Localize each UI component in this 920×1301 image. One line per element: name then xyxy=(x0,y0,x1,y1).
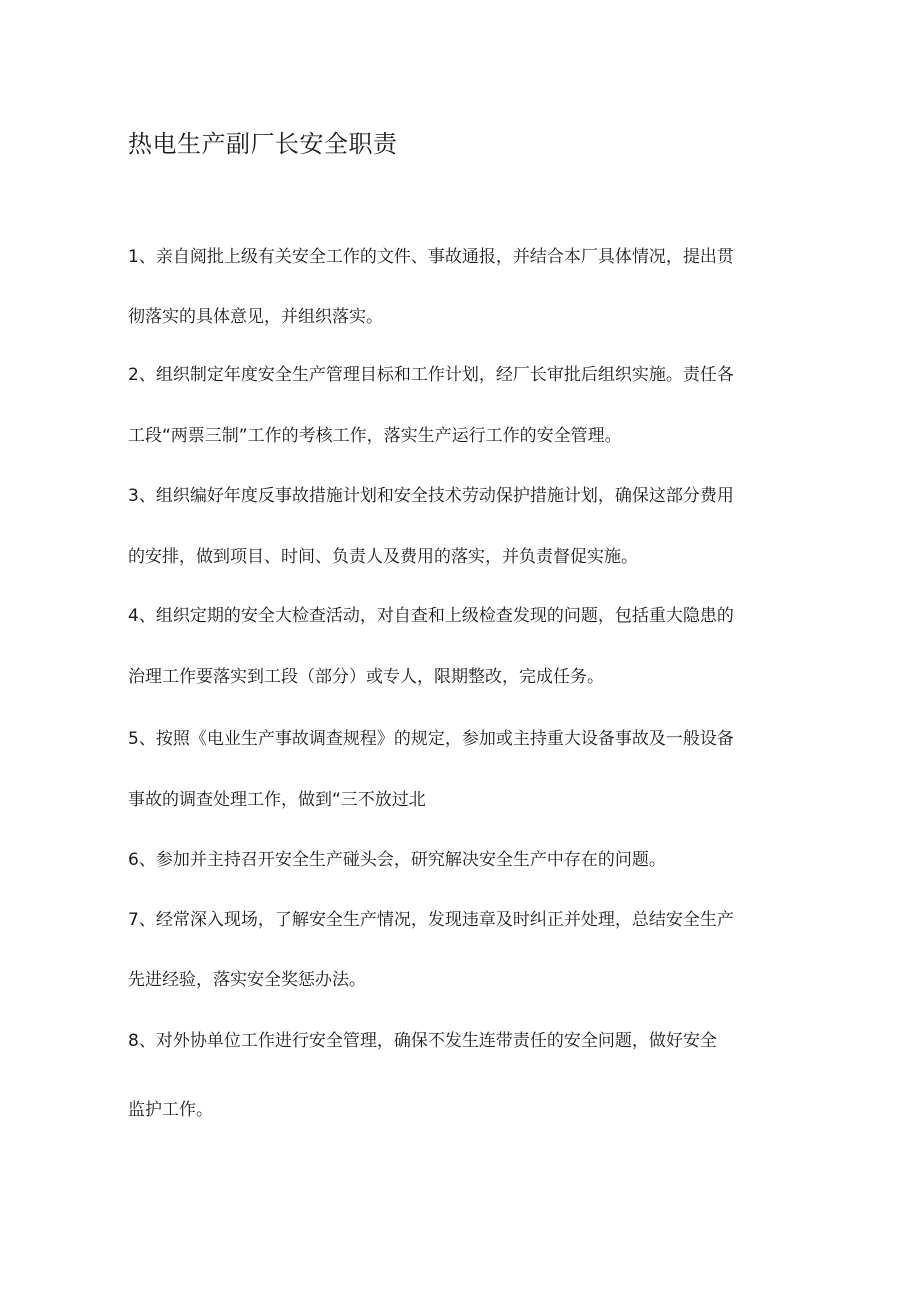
paragraph-3-line-2: 的安排，做到项目、时间、负责人及费用的落实，并负责督促实施。 xyxy=(128,547,638,567)
paragraph-5-line-2: 事故的调查处理工作，做到“三不放过北 xyxy=(128,790,426,810)
paragraph-4-line-1: 4、组织定期的安全大检查活动，对自查和上级检查发现的问题，包括重大隐患的 xyxy=(128,606,734,626)
paragraph-1-line-1: 1、亲自阅批上级有关安全工作的文件、事故通报，并结合本厂具体情况，提出贯 xyxy=(128,247,734,267)
paragraph-7-line-1: 7、经常深入现场，了解安全生产情况，发现违章及时纠正并处理，总结安全生产 xyxy=(128,910,734,930)
paragraph-1-line-2: 彻落实的具体意见，并组织落实。 xyxy=(128,307,383,327)
paragraph-5-line-1: 5、按照《电业生产事故调查规程》的规定，参加或主持重大设备事故及一般设备 xyxy=(128,729,734,749)
paragraph-8-line-1: 8、对外协单位工作进行安全管理，确保不发生连带责任的安全问题，做好安全 xyxy=(128,1031,717,1051)
paragraph-6-line-1: 6、参加并主持召开安全生产碰头会，研究解决安全生产中存在的问题。 xyxy=(128,850,666,870)
paragraph-2-line-2: 工段“两票三制”工作的考核工作，落实生产运行工作的安全管理。 xyxy=(128,426,622,446)
paragraph-7-line-2: 先进经验，落实安全奖惩办法。 xyxy=(128,970,366,990)
paragraph-3-line-1: 3、组织编好年度反事故措施计划和安全技术劳动保护措施计划，确保这部分费用 xyxy=(128,486,734,506)
paragraph-2-line-1: 2、组织制定年度安全生产管理目标和工作计划，经厂长审批后组织实施。责任各 xyxy=(128,365,734,385)
page-title: 热电生产副厂长安全职责 xyxy=(128,130,398,158)
paragraph-4-line-2: 治理工作要落实到工段（部分）或专人，限期整改，完成任务。 xyxy=(128,667,604,687)
paragraph-8-line-2: 监护工作。 xyxy=(128,1100,213,1120)
